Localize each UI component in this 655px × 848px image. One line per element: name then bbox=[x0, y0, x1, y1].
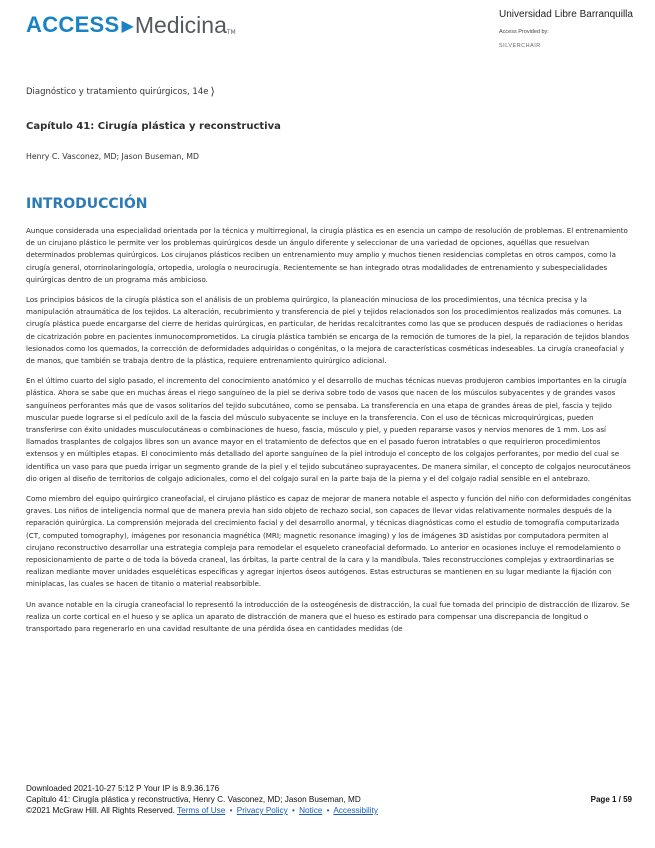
access-provided-label: Access Provided by: bbox=[499, 29, 549, 35]
paragraph: Un avance notable en la cirugía craneofacial lo representó la introducción de la osteogénesis de distracción, la cual fue tomada del principio de distracción de Ilizarov. Se realiza un corte cortical en el hueso y se aplica un aparato de distracción de manera que el hueso es estirado para compensar una discrepancia de longitud o transportado para regenerarlo en una cavidad resultante de una pérdida ósea en cantidades medidas (de bbox=[26, 599, 630, 634]
article-body bbox=[26, 225, 632, 643]
institution-name: Universidad Libre Barranquilla bbox=[499, 9, 633, 20]
accessibility-link[interactable]: Accessibility bbox=[333, 806, 378, 815]
institution-block bbox=[499, 9, 633, 49]
separator: • bbox=[229, 806, 233, 815]
logo-arrow-icon: ▶ bbox=[121, 15, 134, 35]
logo-trademark: TM bbox=[226, 29, 236, 36]
separator: • bbox=[326, 806, 330, 815]
paragraph: En el último cuarto del siglo pasado, el incremento del conocimiento anatómico y el desarrollo de muchas técnicas nuevas produjeron cambios importantes en la cirugía plástica. Ahora se sabe que en muchas áreas el riego sanguíneo de la piel se deriva sobre todo de vasos que nacen de los músculos subyacentes y de grandes vasos sanguíneos perforantes más que de vasos solitarios del tejido subcutáneo, como se pensaba. La transferencia en una etapa de grandes áreas de piel, fascia y tejido muscular puede lograrse si el pedículo axil de la fascia del músculo subyacente se incluye en la transferencia. Con el uso de técnicas microquirúrgicas, pueden transferirse con éxito unidades musculocutáneas o combinaciones de hueso, fascia, músculo y piel, y pueden repararse vasos y nervios menores de 1 mm. Los así llamados trasplantes de colgajos libres son un avance mayor en el tratamiento de defectos que en el pasado fueron intratables o que requirieron procedimientos extensos y en múltiples etapas. El conocimiento más detallado del aporte sanguíneo de la piel introdujo el concepto de los colgajos perforantes, por medio del cual se identifica un vaso para que pueda irrigar un segmento grande de la piel y el tejido subcutáneo suprayacentes. De manera similar, el concepto de colgajos neurocutáneos dio origen al diseño de territorios de colgajo adicionales, como el del colgajo sural en la parte baja de la pierna y el del colgajo radial sensible en el antebrazo. bbox=[26, 376, 631, 483]
page-footer bbox=[26, 783, 632, 816]
logo-access-text: ACCESS bbox=[26, 12, 120, 37]
paragraph: Los principios básicos de la cirugía plástica son el análisis de un problema quirúrgico, la planeación minuciosa de los procedimientos, una técnica precisa y la manipulación atraumática de los tejidos. La alteración, recubrimiento y transferencia de piel y tejidos relacionados son los procedimientos realizados más comunes. La cirugía plástica puede encargarse del cierre de heridas quirúrgicas, en particular, de heridas recalcitrantes como las que se producen después de radiaciones o heridas de cicatrización pobre en pacientes inmunocomprometidos. La cirugía plástica también se encarga de la remoción de tumores de la piel, la reparación de tejidos blandos lesionados como los quemados, la corrección de deformidades adquiridas o congénitas, o la mejora de características cosméticas indeseables. La cirugía craneofacial y de manos, que también se trabaja dentro de la plástica, requiere entrenamiento quirúrgico adicional. bbox=[26, 295, 630, 366]
notice-link[interactable]: Notice bbox=[299, 806, 323, 815]
provider-logo: SILVERCHAIR bbox=[499, 43, 541, 49]
chevron-right-icon: ⟩ bbox=[210, 85, 215, 98]
breadcrumb[interactable] bbox=[26, 86, 215, 97]
paragraph: Aunque considerada una especialidad orientada por la técnica y multirregional, la cirugía plástica es en esencia un campo de resolución de problemas. El entrenamiento de un cirujano plástico le permite ver los problemas quirúrgicos desde un ángulo diferente y seleccionar de una variedad de opciones, aquéllas que resuelvan determinados problemas quirúrgicos. Los cirujanos plásticos reciben un entrenamiento muy amplio y muchos tienen residencias completas en otros campos, como la cirugía general, otorrinolaringología, ortopedia, urología o neurocirugía. Recientemente se han integrado otras modalidades de entrenamiento y subespecialidades quirúrgicas dentro de un programa más ambicioso. bbox=[26, 226, 628, 284]
page-number: Page 1 / 59 bbox=[590, 795, 632, 804]
accessmedicina-logo[interactable] bbox=[26, 8, 236, 42]
logo-medicina-text: Medicina bbox=[134, 11, 227, 38]
section-title: INTRODUCCIÓN bbox=[26, 196, 148, 212]
chapter-title: Capítulo 41: Cirugía plástica y reconstructiva bbox=[26, 121, 281, 132]
terms-of-use-link[interactable]: Terms of Use bbox=[177, 806, 226, 815]
privacy-policy-link[interactable]: Privacy Policy bbox=[236, 806, 288, 815]
citation: Capítulo 41: Cirugía plástica y reconstructiva, Henry C. Vasconez, MD; Jason Buseman, MD bbox=[26, 795, 361, 804]
separator: • bbox=[291, 806, 295, 815]
copyright-line bbox=[26, 805, 632, 816]
download-info: Downloaded 2021-10-27 5:12 P Your IP is 8.9.36.176 bbox=[26, 784, 220, 793]
breadcrumb-book-title[interactable]: Diagnóstico y tratamiento quirúrgicos, 14e bbox=[26, 86, 209, 97]
copyright-text: ©2021 McGraw Hill. All Rights Reserved. bbox=[26, 806, 175, 815]
paragraph: Como miembro del equipo quirúrgico craneofacial, el cirujano plástico es capaz de mejorar de manera notable el aspecto y función del niño con deformidades congénitas graves. Los niños de inteligencia normal que de manera previa han sido objeto de rechazo social, son capaces de llevar vidas relativamente normales después de la reparación quirúrgica. La comprensión mejorada del crecimiento facial y del desarrollo anormal, y técnicas diagnósticas como el estudio de tomografía computarizada (CT, computed tomography), imágenes por resonancia magnética (MRI; magnetic resonance imaging) y los de imágenes 3D asistidas por computadora permiten al cirujano reconstructivo desarrollar una estrategia compleja para remodelar el esqueleto craneofacial deformado. Lo anterior en ocasiones incluye el remodelamiento o reposicionamiento de parte o de toda la bóveda craneal, las órbitas, la parte central de la cara y la mandíbula. Tales reconstrucciones complejas y extraordinarias se realizan mediante mover unidades esqueléticas específicas y agregar injertos óseos autógenos. Estas estructuras se mantienen en su lugar mediante la fijación con miniplacas, las cuales se hacen de titanio o material reabsorbible. bbox=[26, 494, 632, 589]
authors: Henry C. Vasconez, MD; Jason Buseman, MD bbox=[26, 152, 200, 161]
